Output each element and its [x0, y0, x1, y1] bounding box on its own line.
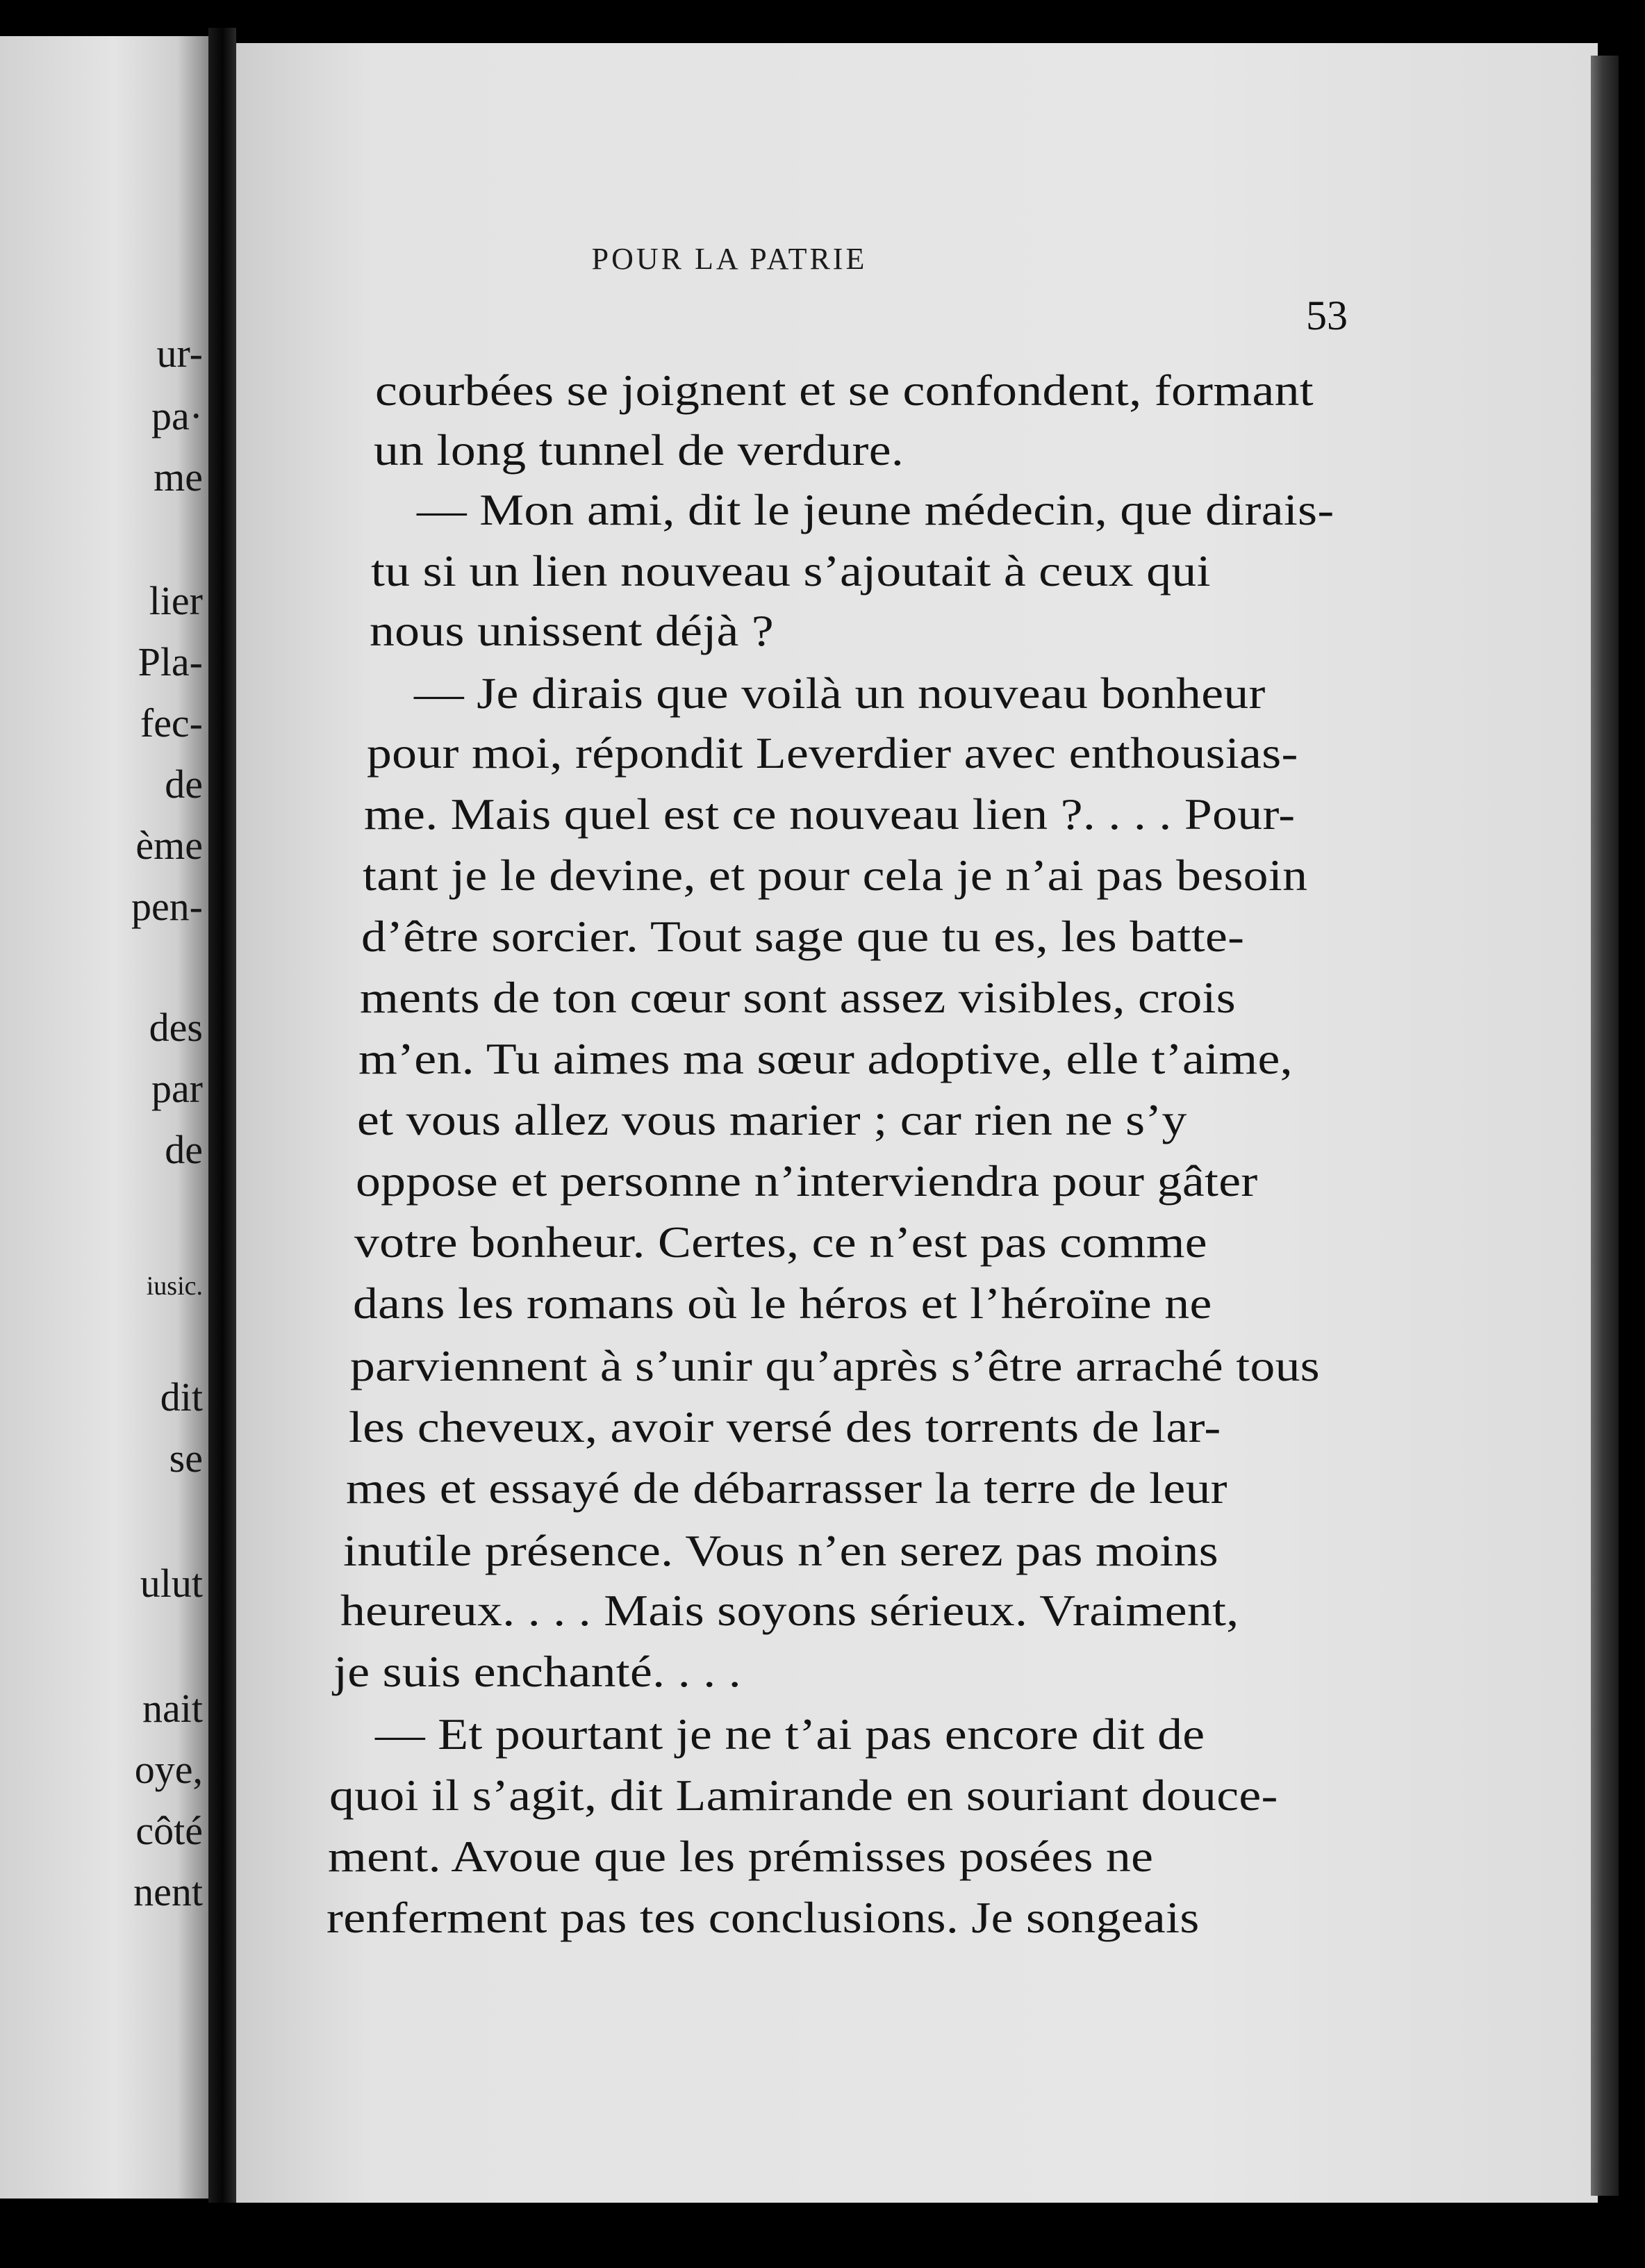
left-margin-fragment: me: [154, 454, 203, 500]
book-gutter: [208, 28, 236, 2210]
text-line: nous unissent déjà ?: [370, 606, 775, 655]
left-margin-fragment: oye,: [134, 1747, 203, 1792]
text-line: courbées se joignent et se confondent, formant: [375, 365, 1314, 415]
text-line: un long tunnel de verdure.: [374, 425, 904, 475]
text-line: je suis enchanté. . . .: [333, 1647, 741, 1696]
left-margin-fragment: de: [165, 762, 203, 807]
left-margin-fragment: lier: [149, 578, 203, 623]
text-line: parviennent à s’unir qu’après s’être arraché tous: [350, 1341, 1320, 1390]
left-margin-fragment: côté: [135, 1808, 203, 1853]
text-line: d’être sorcier. Tout sage que tu es, les batte-: [361, 912, 1245, 961]
text-line: les cheveux, avoir versé des torrents de lar-: [349, 1402, 1221, 1452]
left-margin-fragment: nait: [142, 1686, 203, 1731]
text-line: dans les romans où le héros et l’héroïne ne: [353, 1279, 1212, 1328]
text-line: — Mon ami, dit le jeune médecin, que dirais-: [417, 485, 1334, 534]
left-margin-fragment: ulut: [140, 1561, 203, 1606]
text-line: renferment pas tes conclusions. Je songeais: [326, 1893, 1200, 1942]
running-head: POUR LA PATRIE: [591, 242, 868, 276]
text-line: oppose et personne n’interviendra pour gâter: [356, 1156, 1258, 1206]
page-number: 53: [1306, 293, 1348, 338]
left-margin-fragment: de: [165, 1127, 203, 1172]
left-margin-fragment: se: [169, 1436, 203, 1481]
text-line: tu si un lien nouveau s’ajoutait à ceux qui: [371, 546, 1211, 595]
left-margin-fragment: iusic.: [146, 1272, 203, 1301]
left-margin-fragment: ur-: [156, 331, 203, 376]
text-line: m’en. Tu aimes ma sœur adoptive, elle t’aime,: [358, 1034, 1293, 1083]
scan-bottom-border: [0, 2203, 1645, 2268]
left-page: [0, 36, 208, 2199]
left-margin-fragment: dit: [160, 1374, 203, 1420]
text-line: inutile présence. Vous n’en serez pas moins: [343, 1526, 1218, 1575]
text-line: — Je dirais que voilà un nouveau bonheur: [414, 668, 1266, 718]
left-margin-fragment: des: [149, 1005, 203, 1050]
text-line: — Et pourtant je ne t’ai pas encore dit de: [375, 1709, 1205, 1759]
left-margin-fragment: par: [151, 1066, 203, 1111]
left-margin-fragment: ème: [135, 823, 203, 868]
left-margin-fragment: pa·: [151, 393, 203, 438]
text-line: votre bonheur. Certes, ce n’est pas comme: [354, 1217, 1207, 1267]
text-line: me. Mais quel est ce nouveau lien ?. . . . Pour-: [364, 789, 1296, 839]
text-line: quoi il s’agit, dit Lamirande en souriant douce-: [329, 1770, 1278, 1820]
page-edge: [1591, 56, 1619, 2196]
text-line: tant je le devine, et pour cela je n’ai pas besoin: [363, 850, 1308, 900]
text-line: pour moi, répondit Leverdier avec enthousias-: [367, 728, 1298, 778]
left-margin-fragment: nent: [133, 1869, 203, 1914]
left-margin-fragment: fec-: [140, 700, 203, 746]
text-line: heureux. . . . Mais soyons sérieux. Vraiment,: [340, 1586, 1239, 1635]
text-line: ment. Avoue que les prémisses posées ne: [328, 1832, 1154, 1881]
text-line: et vous allez vous marier ; car rien ne s’y: [357, 1095, 1187, 1144]
text-line: ments de ton cœur sont assez visibles, crois: [360, 973, 1236, 1022]
text-line: mes et essayé de débarrasser la terre de leur: [346, 1463, 1227, 1513]
left-margin-fragment: pen-: [131, 884, 203, 929]
left-margin-fragment: Pla-: [138, 639, 203, 684]
